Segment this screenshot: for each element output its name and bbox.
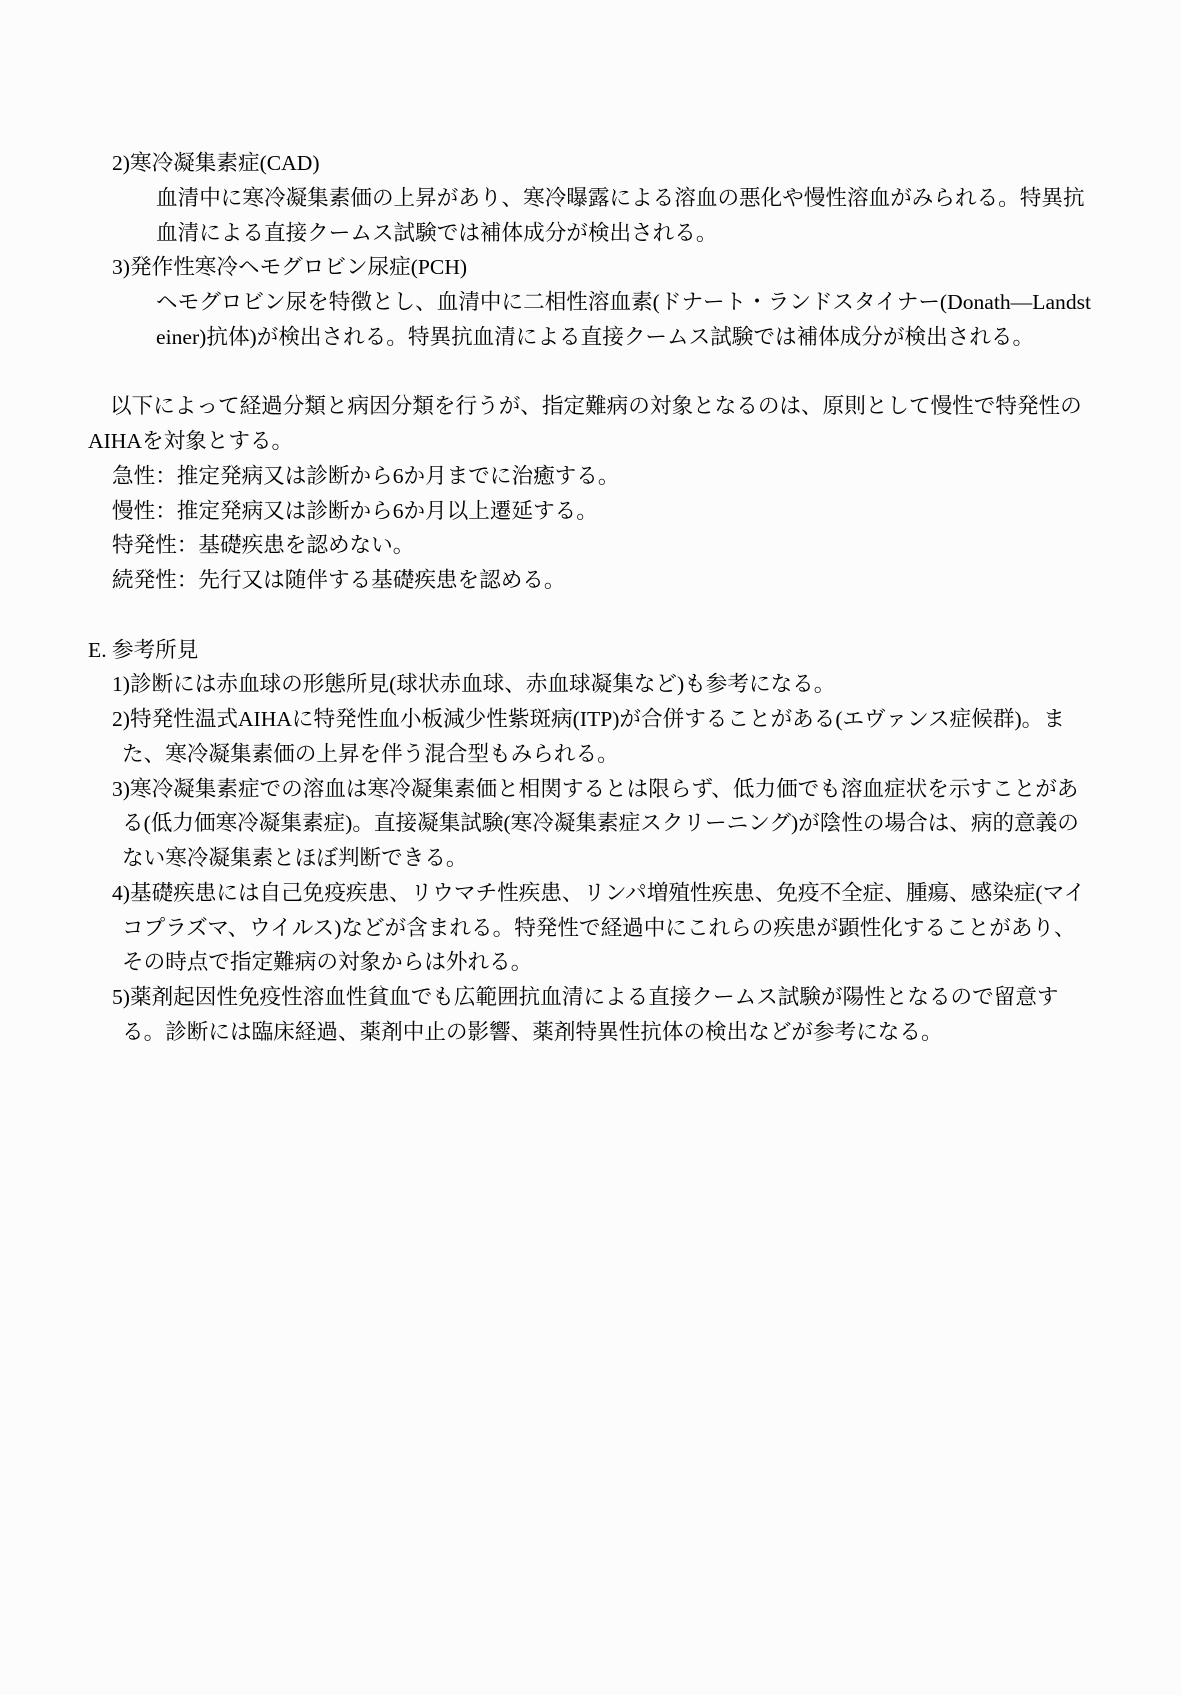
- reference-item-1: 1)診断には赤血球の形態所見(球状赤血球、赤血球凝集など)も参考になる。: [112, 672, 836, 697]
- criteria-item-cad-description: 血清中に寒冷凝集素価の上昇があり、寒冷曝露による溶血の悪化や慢性溶血がみられる。特異抗血清による直接クームス試験では補体成分が検出される。: [156, 185, 1085, 245]
- classification-definition-chronic: 慢性：推定発病又は診断から6か月以上遷延する。: [112, 498, 598, 523]
- reference-findings-heading: E. 参考所見: [88, 637, 199, 662]
- classification-intro-paragraph: 以下によって経過分類と病因分類を行うが、指定難病の対象となるのは、原則として慢性で特発性のAIHAを対象とする。: [88, 394, 1082, 453]
- reference-item-2: 2)特発性温式AIHAに特発性血小板減少性紫斑病(ITP)が合併することがある(エヴァンス症候群)。また、寒冷凝集素価の上昇を伴う混合型もみられる。: [112, 707, 1065, 766]
- blank-line: [88, 355, 1093, 390]
- criteria-item-cad-number: 2): [112, 151, 130, 175]
- document-text-block: [88, 146, 1093, 1050]
- reference-item-5: 5)薬剤起因性免疫性溶血性貧血でも広範囲抗血清による直接クームス試験が陽性となるので留意する。診断には臨床経過、薬剤中止の影響、薬剤特異性抗体の検出などが参考になる。: [112, 985, 1059, 1044]
- criteria-item-pch-description: ヘモグロビン尿を特徴とし、血清中に二相性溶血素(ドナート・ランドスタイナー(Donath―Landsteiner)抗体)が検出される。特異抗血清による直接クームス試験では補体成分が検出される。: [156, 290, 1092, 349]
- classification-definition-secondary: 続発性：先行又は随伴する基礎疾患を認める。: [112, 568, 566, 592]
- reference-item-3: 3)寒冷凝集素症での溶血は寒冷凝集素価と相関するとは限らず、低力価でも溶血症状を示すことがある(低力価寒冷凝集素症)。直接凝集試験(寒冷凝集素症スクリーニング)が陰性の場合は、病的意義のない寒冷凝集素とほぼ判断できる。: [112, 776, 1079, 870]
- criteria-item-cad-heading: [88, 146, 1093, 181]
- criteria-item-cad-title: 寒冷凝集素症(CAD): [130, 151, 320, 175]
- blank-line: [88, 598, 1093, 633]
- reference-item-4: 4)基礎疾患には自己免疫疾患、リウマチ性疾患、リンパ増殖性疾患、免疫不全症、腫瘍、感染症(マイコプラズマ、ウイルス)などが含まれる。特発性で経過中にこれらの疾患が顕性化することがあり、その時点で指定難病の対象からは外れる。: [112, 880, 1086, 975]
- classification-definition-acute: 急性：推定発病又は診断から6か月までに治癒する。: [112, 463, 620, 488]
- criteria-item-pch-title: 発作性寒冷ヘモグロビン尿症(PCH): [130, 255, 468, 280]
- classification-definition-idiopathic: 特発性：基礎疾患を認めない。: [112, 533, 415, 558]
- criteria-item-pch-heading: [88, 250, 1093, 285]
- criteria-item-pch-number: 3): [112, 255, 130, 280]
